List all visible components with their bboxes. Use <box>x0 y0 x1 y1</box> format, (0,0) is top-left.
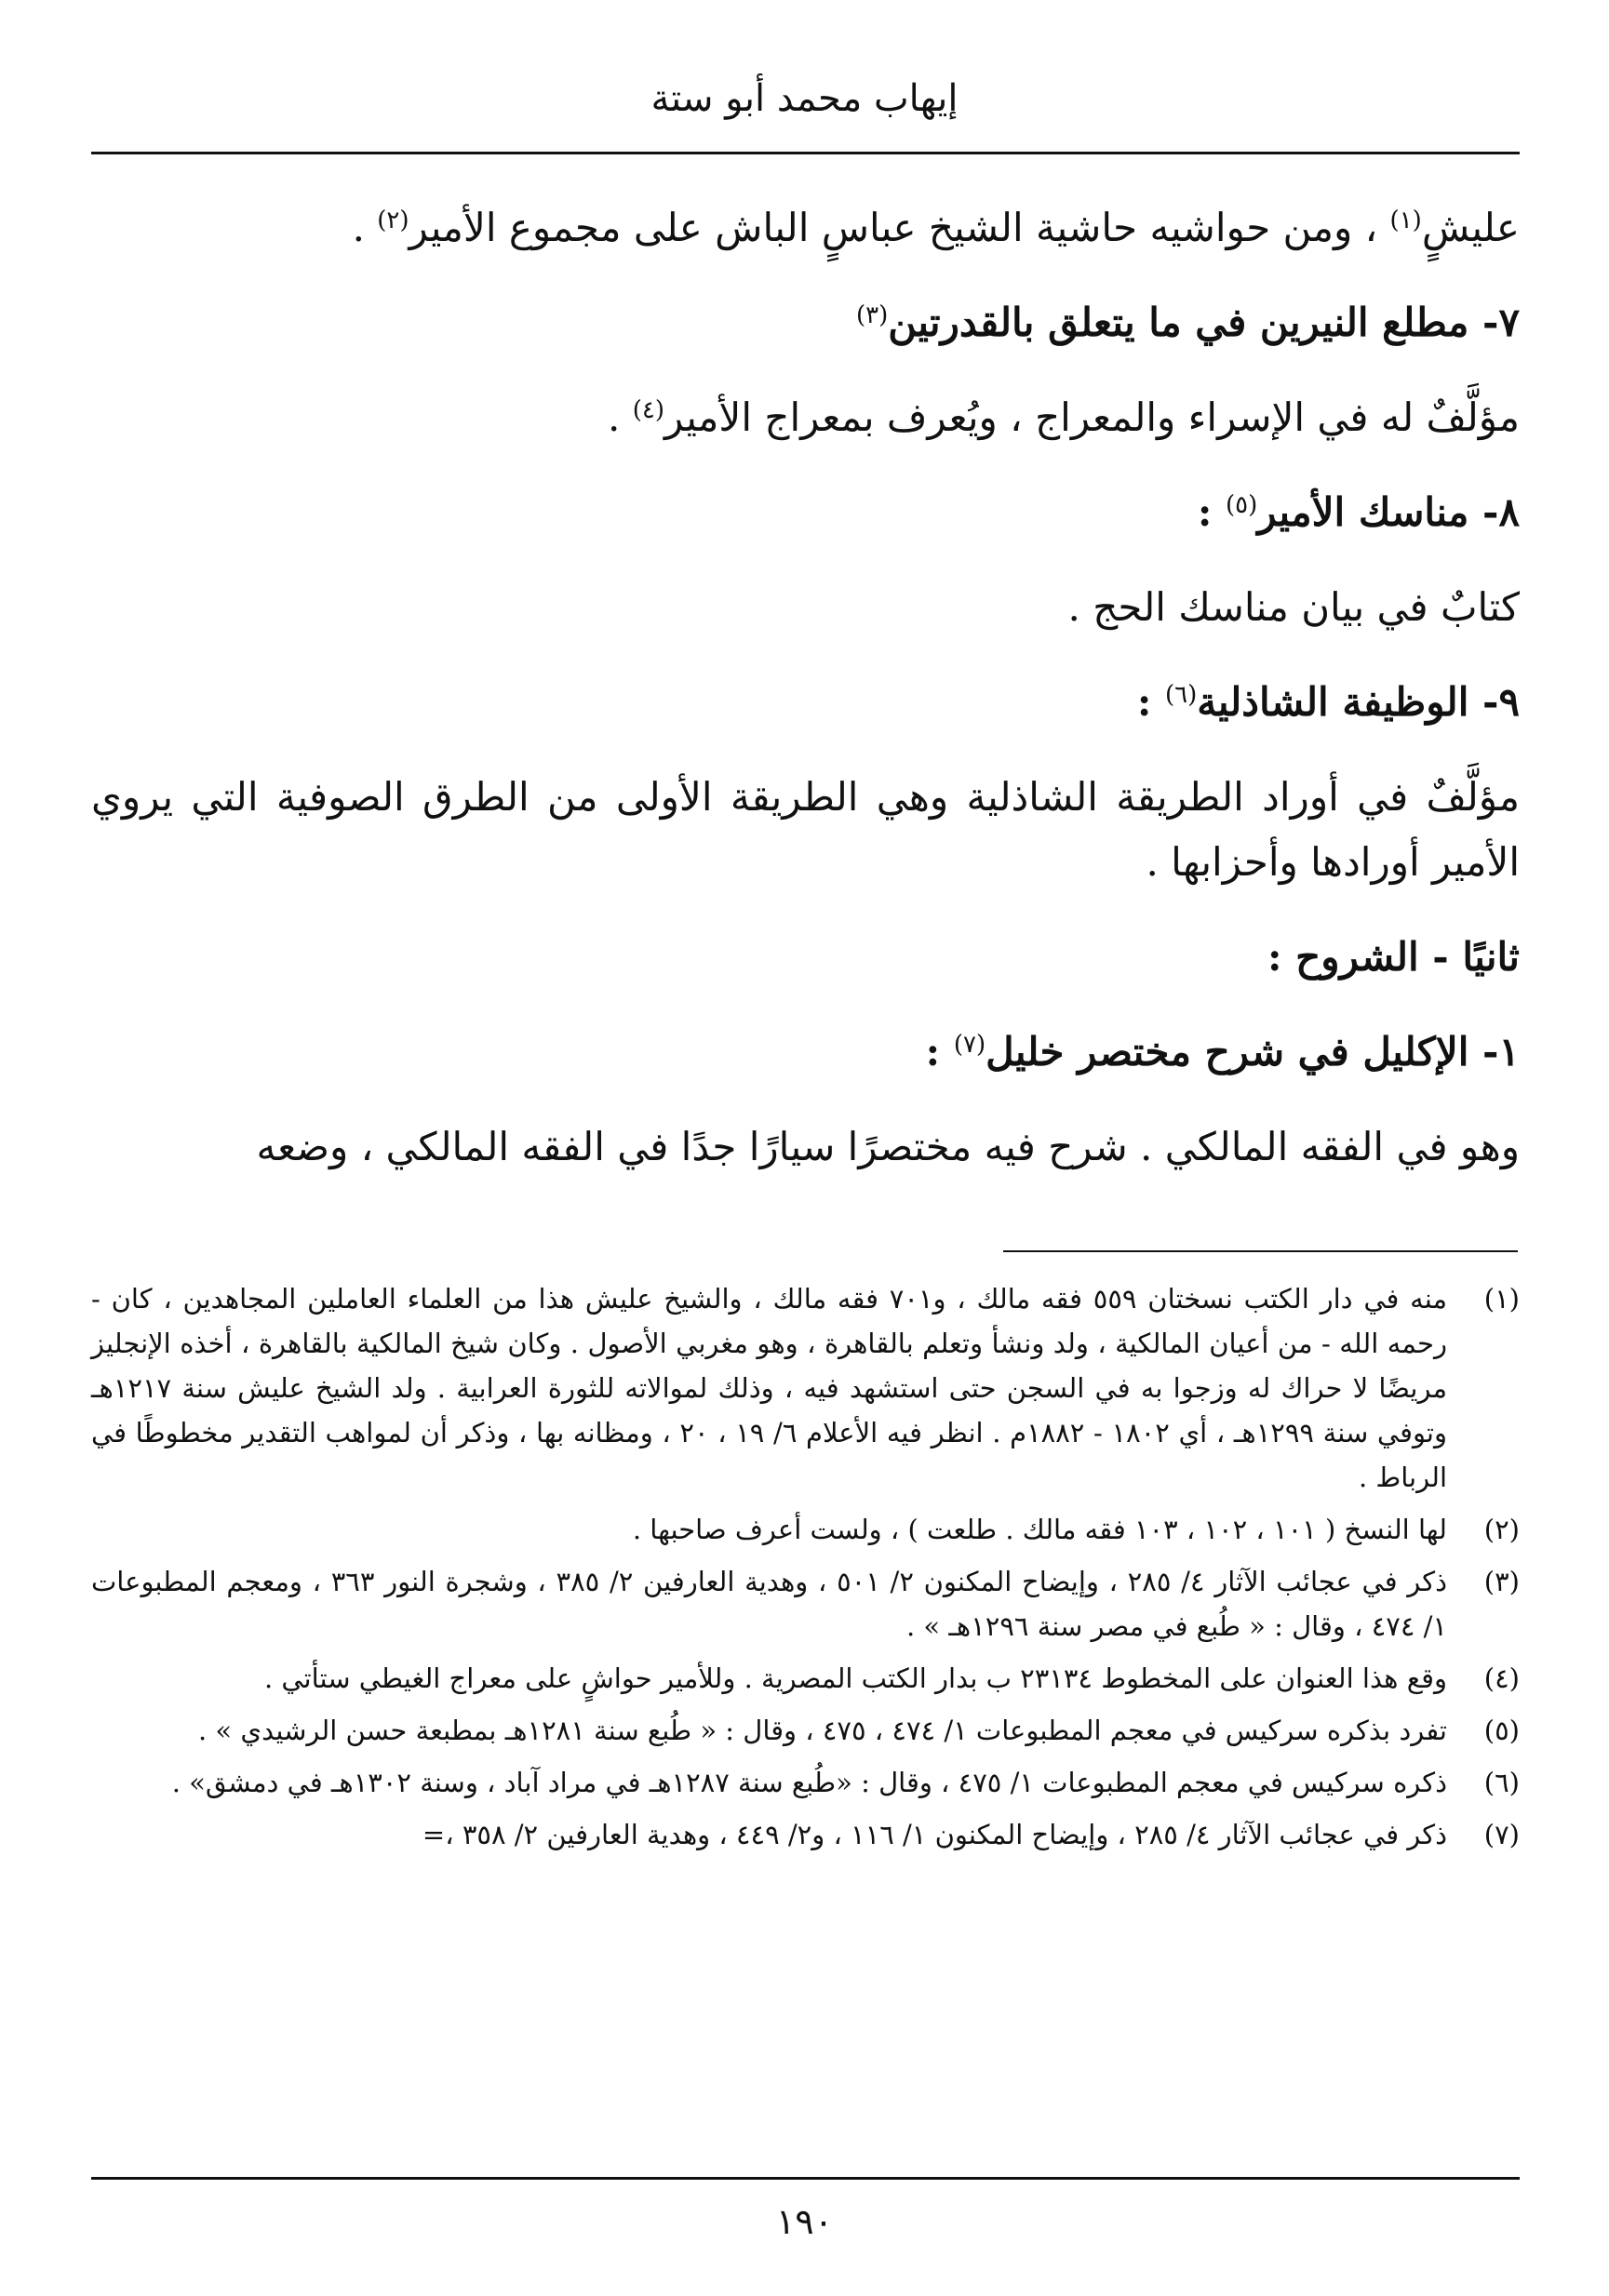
paragraph-text: ، ومن حواشيه حاشية الشيخ عباسٍ الباش على مجموع الأمير <box>409 205 1390 250</box>
main-text <box>91 195 1520 1209</box>
footnote-ref: (٢) <box>377 207 409 234</box>
section-heading-8 <box>91 480 1520 545</box>
footnote-text: وقع هذا العنوان على المخطوط ٢٣١٣٤ ب بدار الكتب المصرية . وللأمير حواشٍ على معراج الغيطي ستأتي . <box>263 1662 1447 1694</box>
section-heading-7 <box>91 290 1520 355</box>
footnote-text: ذكره سركيس في معجم المطبوعات ١/ ٤٧٥ ، وقال : «طُبع سنة ١٢٨٧هـ في مراد آباد ، وسنة ١٣٠٢هـ في دمشق» . <box>171 1767 1447 1798</box>
paragraph-text: عليشٍ <box>1421 205 1520 250</box>
footnote-separator <box>1003 1250 1518 1252</box>
footnote-text: لها النسخ ( ١٠١ ، ١٠٢ ، ١٠٣ فقه مالك . طلعت ) ، ولست أعرف صاحبها . <box>632 1514 1447 1545</box>
footnote-text: ذكر في عجائب الآثار ٤/ ٢٨٥ ، وإيضاح المكنون ٢/ ٥٠١ ، وهدية العارفين ٢/ ٣٨٥ ، وشجرة النور ٣٦٣ ، ومعجم المطبوعات ١/ ٤٧٤ ، وقال : « طُبع في مصر سنة ١٢٩٦هـ » . <box>91 1566 1448 1642</box>
heading-text: ٧- مطلع النيرين في ما يتعلق بالقدرتين <box>888 300 1520 345</box>
heading-text: ٩- الوظيفة الشاذلية <box>1197 679 1520 725</box>
paragraph-text: وهو في الفقه المالكي . شرح فيه مختصرًا سيارًا جدًا في الفقه المالكي ، وضعه <box>256 1124 1520 1169</box>
running-head: إيهاب محمد أبو ستة <box>650 77 959 120</box>
footnote-1 <box>91 1276 1520 1500</box>
footnotes <box>91 1276 1520 1864</box>
footnote-number: (٤) <box>1483 1662 1520 1694</box>
paragraph-text: مؤلَّفٌ له في الإسراء والمعراج ، ويُعرف بمعراج الأمير <box>664 394 1520 440</box>
footnote-text: تفرد بذكره سركيس في معجم المطبوعات ١/ ٤٧٤ ، ٤٧٥ ، وقال : « طُبع سنة ١٢٨١هـ بمطبعة حسن الرشيدي » . <box>198 1715 1447 1746</box>
paragraph-4 <box>91 765 1520 895</box>
footnote-6 <box>91 1760 1520 1805</box>
footnote-number: (٢) <box>1483 1514 1520 1545</box>
footnote-ref: (٣) <box>856 301 889 329</box>
section-heading-commentaries <box>91 925 1520 990</box>
paragraph-text: كتابٌ في بيان مناسك الحج . <box>1067 584 1520 630</box>
footnote-ref: (٤) <box>632 396 665 424</box>
heading-text: ثانيًا - الشروح : <box>1267 934 1520 980</box>
paragraph-1 <box>91 195 1520 260</box>
header-rule <box>91 152 1520 154</box>
paragraph-3 <box>91 575 1520 640</box>
page-number: ١٩٠ <box>775 2201 834 2242</box>
footer-rule <box>91 2177 1520 2180</box>
heading-text: : <box>1136 679 1166 725</box>
footnote-2 <box>91 1507 1520 1552</box>
footnote-number: (٥) <box>1483 1715 1520 1746</box>
paragraph-5 <box>91 1115 1520 1180</box>
footnote-number: (٧) <box>1483 1819 1520 1850</box>
footnote-7 <box>91 1812 1520 1857</box>
footnote-number: (١) <box>1483 1283 1520 1315</box>
footnote-text: منه في دار الكتب نسختان ٥٥٩ فقه مالك ، و٧٠١ فقه مالك ، والشيخ عليش هذا من العلماء العاملين المجاهدين ، كان - رحمه الله - من أعيان المالكية ، ولد ونشأ وتعلم بالقاهرة ، وهو مغربي الأصول . وكان شيخ المالكية بالقاهرة ، أخذه الإنجليز مريضًا لا حراك له وزجوا به في السجن حتى استشهد فيه ، وذلك لموالاته للثورة العرابية . ولد الشيخ عليش سنة ١٢١٧هـ وتوفي سنة ١٢٩٩هـ ، أي ١٨٠٢ - ١٨٨٢م . انظر فيه الأعلام ٦/ ١٩ ، ٢٠ ، ومظانه بها ، وذكر أن لمواهب التقدير مخطوطًا في الرباط . <box>91 1283 1447 1493</box>
heading-text: : <box>925 1029 954 1075</box>
footnote-number: (٦) <box>1483 1767 1520 1798</box>
footnote-ref: (٥) <box>1225 491 1258 519</box>
heading-text: ١- الإكليل في شرح مختصر خليل <box>986 1029 1520 1075</box>
footnote-text: ذكر في عجائب الآثار ٤/ ٢٨٥ ، وإيضاح المكنون ١/ ١١٦ ، و٢/ ٤٤٩ ، وهدية العارفين ٢/ ٣٥٨ ،= <box>422 1819 1447 1850</box>
heading-text: ٨- مناسك الأمير <box>1257 489 1520 535</box>
section-heading-9 <box>91 670 1520 735</box>
footnote-number: (٣) <box>1483 1566 1520 1597</box>
paragraph-text: . <box>352 205 378 250</box>
footnote-ref: (١) <box>1389 207 1422 234</box>
paragraph-text: مؤلَّفٌ في أوراد الطريقة الشاذلية وهي الطريقة الأولى من الطرق الصوفية التي يروي الأمير أورادها وأحزابها . <box>91 774 1520 885</box>
footnote-ref: (٧) <box>953 1031 986 1059</box>
footnote-3 <box>91 1559 1520 1649</box>
section-heading-1 <box>91 1020 1520 1085</box>
footnote-4 <box>91 1656 1520 1701</box>
paragraph-text: . <box>608 394 633 440</box>
footnote-ref: (٦) <box>1165 681 1198 709</box>
footnote-5 <box>91 1708 1520 1753</box>
paragraph-2 <box>91 385 1520 450</box>
heading-text: : <box>1197 489 1226 535</box>
